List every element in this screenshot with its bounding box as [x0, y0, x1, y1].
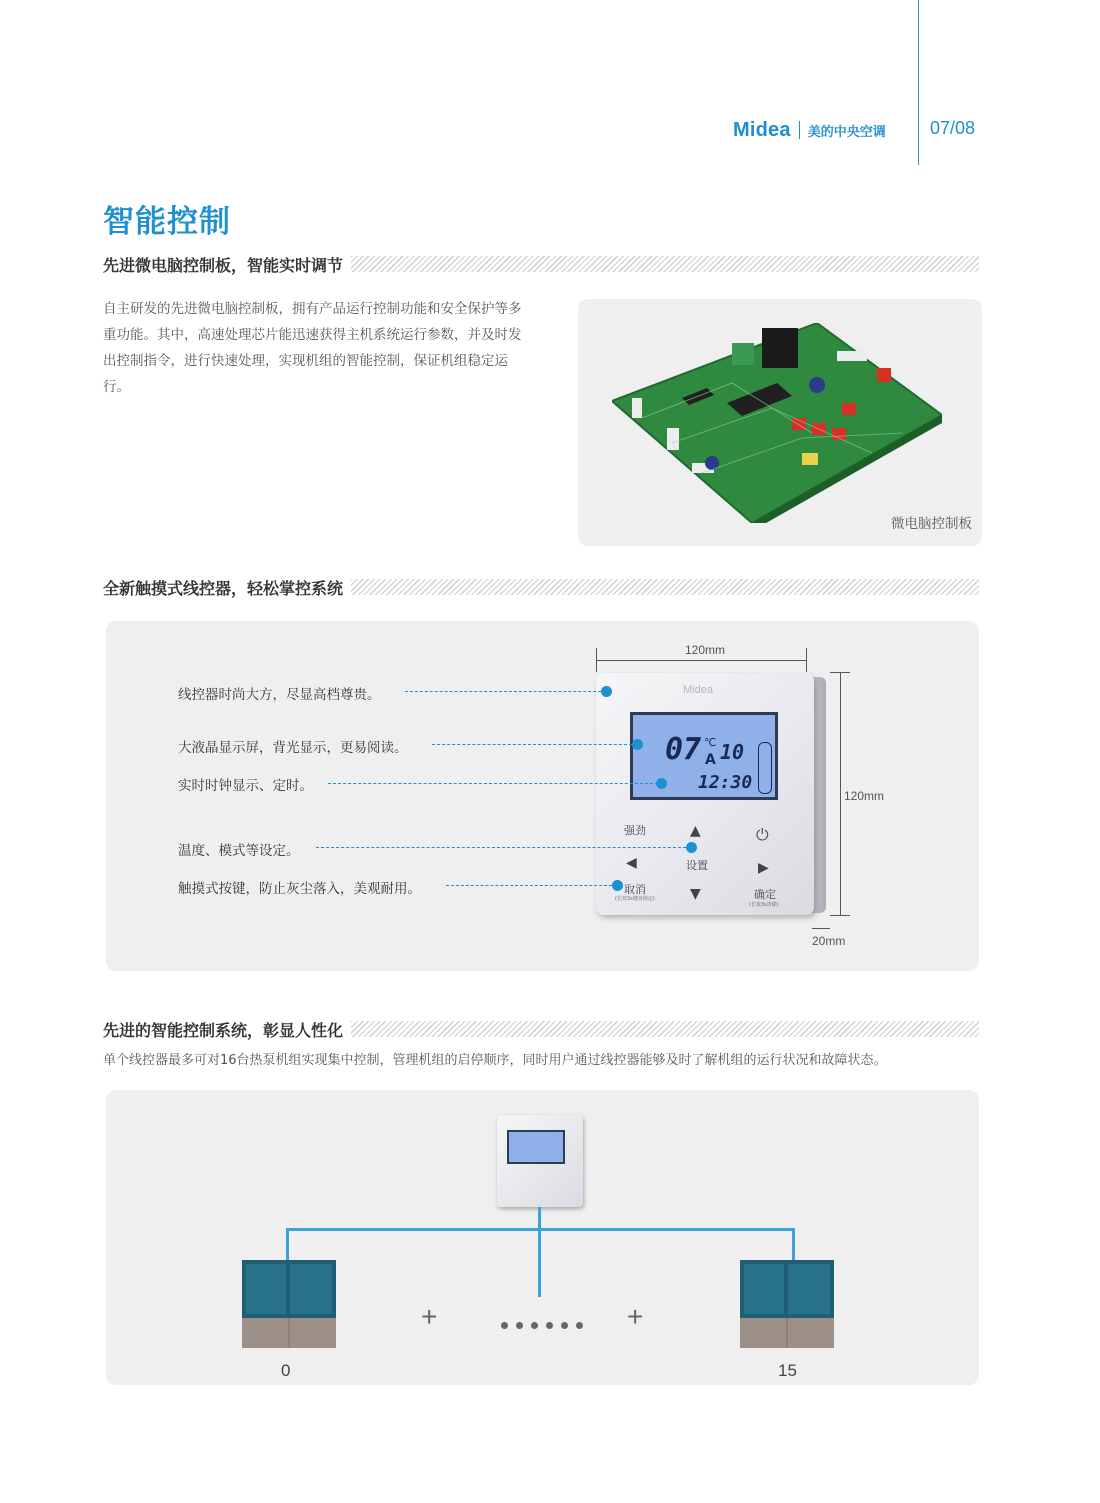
- lcd-set-temperature: 10: [720, 740, 745, 764]
- brand-header: [733, 118, 886, 142]
- pcb-image: [612, 323, 942, 523]
- controller-side: [812, 677, 826, 913]
- down-arrow-key[interactable]: ▼: [690, 886, 701, 902]
- plus-sign: +: [627, 1301, 644, 1332]
- callout-dot: [686, 842, 697, 853]
- hatch-divider: [351, 1021, 979, 1037]
- lcd-clock: 12:30: [698, 772, 753, 793]
- up-arrow-key[interactable]: ▲: [690, 823, 701, 839]
- key-confirm-note: (长按3s清除): [749, 902, 779, 908]
- unit-label-last: 15: [778, 1361, 797, 1380]
- callout-dot: [656, 778, 667, 789]
- callout-leader: [432, 744, 632, 745]
- brand-name: 美的中央空调: [807, 124, 886, 140]
- lcd-mode: A: [705, 752, 716, 768]
- heat-pump-unit-first: [242, 1260, 336, 1348]
- controller-logo: Midea: [683, 684, 713, 696]
- height-dimension-tick: [830, 915, 850, 916]
- key-setting[interactable]: 设置: [686, 859, 708, 872]
- callout-dot: [612, 880, 623, 891]
- depth-dimension: 20mm: [812, 934, 846, 948]
- section-title: 先进的智能控制系统，彰显人性化: [103, 1020, 344, 1040]
- callout-settings: 温度、模式等设定。: [178, 843, 300, 859]
- page-number: 07/08: [930, 118, 976, 138]
- unit-label-first: 0: [281, 1361, 291, 1380]
- lcd-level-bar: [758, 742, 772, 794]
- section-title: 全新触摸式线控器，轻松掌控系统: [103, 578, 344, 598]
- section-heading-wired-controller: [103, 576, 979, 598]
- key-cancel-note: (长按3s键盘锁定): [615, 896, 655, 902]
- depth-dimension-line: [812, 928, 830, 929]
- right-arrow-key[interactable]: ▶: [758, 860, 769, 876]
- callout-touch-keys: 触摸式按键，防止灰尘落入，美观耐用。: [178, 881, 421, 897]
- hatch-divider: [351, 579, 979, 595]
- network-drop-line: [286, 1228, 289, 1260]
- network-drop-line: [792, 1228, 795, 1260]
- callout-clock: 实时时钟显示、定时。: [178, 778, 313, 794]
- section-paragraph: 单个线控器最多可对16台热泵机组实现集中控制，管理机组的启停顺序，同时用户通过线控器能够及时了解机组的运行状况和故障状态。: [103, 1053, 887, 1068]
- height-dimension: 120mm: [844, 789, 885, 803]
- left-arrow-key[interactable]: ◀: [626, 855, 637, 871]
- key-cancel[interactable]: 取消: [624, 883, 646, 896]
- section-title: 先进微电脑控制板，智能实时调节: [103, 255, 344, 275]
- network-trunk-line: [538, 1207, 541, 1297]
- section-paragraph: 自主研发的先进微电脑控制板，拥有产品运行控制功能和安全保护等多重功能。其中，高速处理芯片能迅速获得主机系统运行参数，并及时发出控制指令，进行快速处理，实现机组的智能控制，保证机组稳定运行。: [103, 301, 522, 395]
- height-dimension-line: [840, 672, 841, 915]
- callout-dot: [601, 686, 612, 697]
- plus-sign: +: [421, 1301, 438, 1332]
- lcd-temperature: 07: [665, 732, 702, 767]
- page-title: 智能控制: [103, 204, 231, 240]
- pcb-caption: 微电脑控制板: [891, 516, 972, 532]
- callout-leader: [316, 847, 686, 848]
- width-dimension-tick: [806, 648, 807, 672]
- callout-lcd: 大液晶显示屏，背光显示，更易阅读。: [178, 740, 408, 756]
- callout-leader: [446, 885, 612, 886]
- width-dimension: 120mm: [685, 643, 726, 657]
- callout-design: 线控器时尚大方，尽显高档尊贵。: [178, 687, 381, 703]
- width-dimension-tick: [596, 648, 597, 672]
- width-dimension-line: [596, 660, 807, 661]
- callout-leader: [328, 783, 658, 784]
- lcd-unit: ℃: [704, 736, 717, 749]
- network-bus-line: [286, 1228, 794, 1231]
- ellipsis-dots: [497, 1314, 587, 1333]
- section-heading-controller-board: [103, 253, 979, 275]
- header-rule: [918, 0, 919, 165]
- power-icon[interactable]: ⏻: [756, 825, 769, 844]
- height-dimension-tick: [830, 672, 850, 673]
- section-heading-control-system: [103, 1018, 979, 1040]
- brand-separator: [799, 121, 800, 139]
- heat-pump-unit-last: [740, 1260, 834, 1348]
- key-strong[interactable]: 强劲: [624, 824, 646, 837]
- key-confirm[interactable]: 确定: [754, 888, 776, 901]
- callout-dot: [632, 739, 643, 750]
- midea-logo: Midea: [733, 118, 791, 141]
- callout-leader: [405, 691, 601, 692]
- hatch-divider: [351, 256, 979, 272]
- central-controller-lcd: [507, 1130, 565, 1164]
